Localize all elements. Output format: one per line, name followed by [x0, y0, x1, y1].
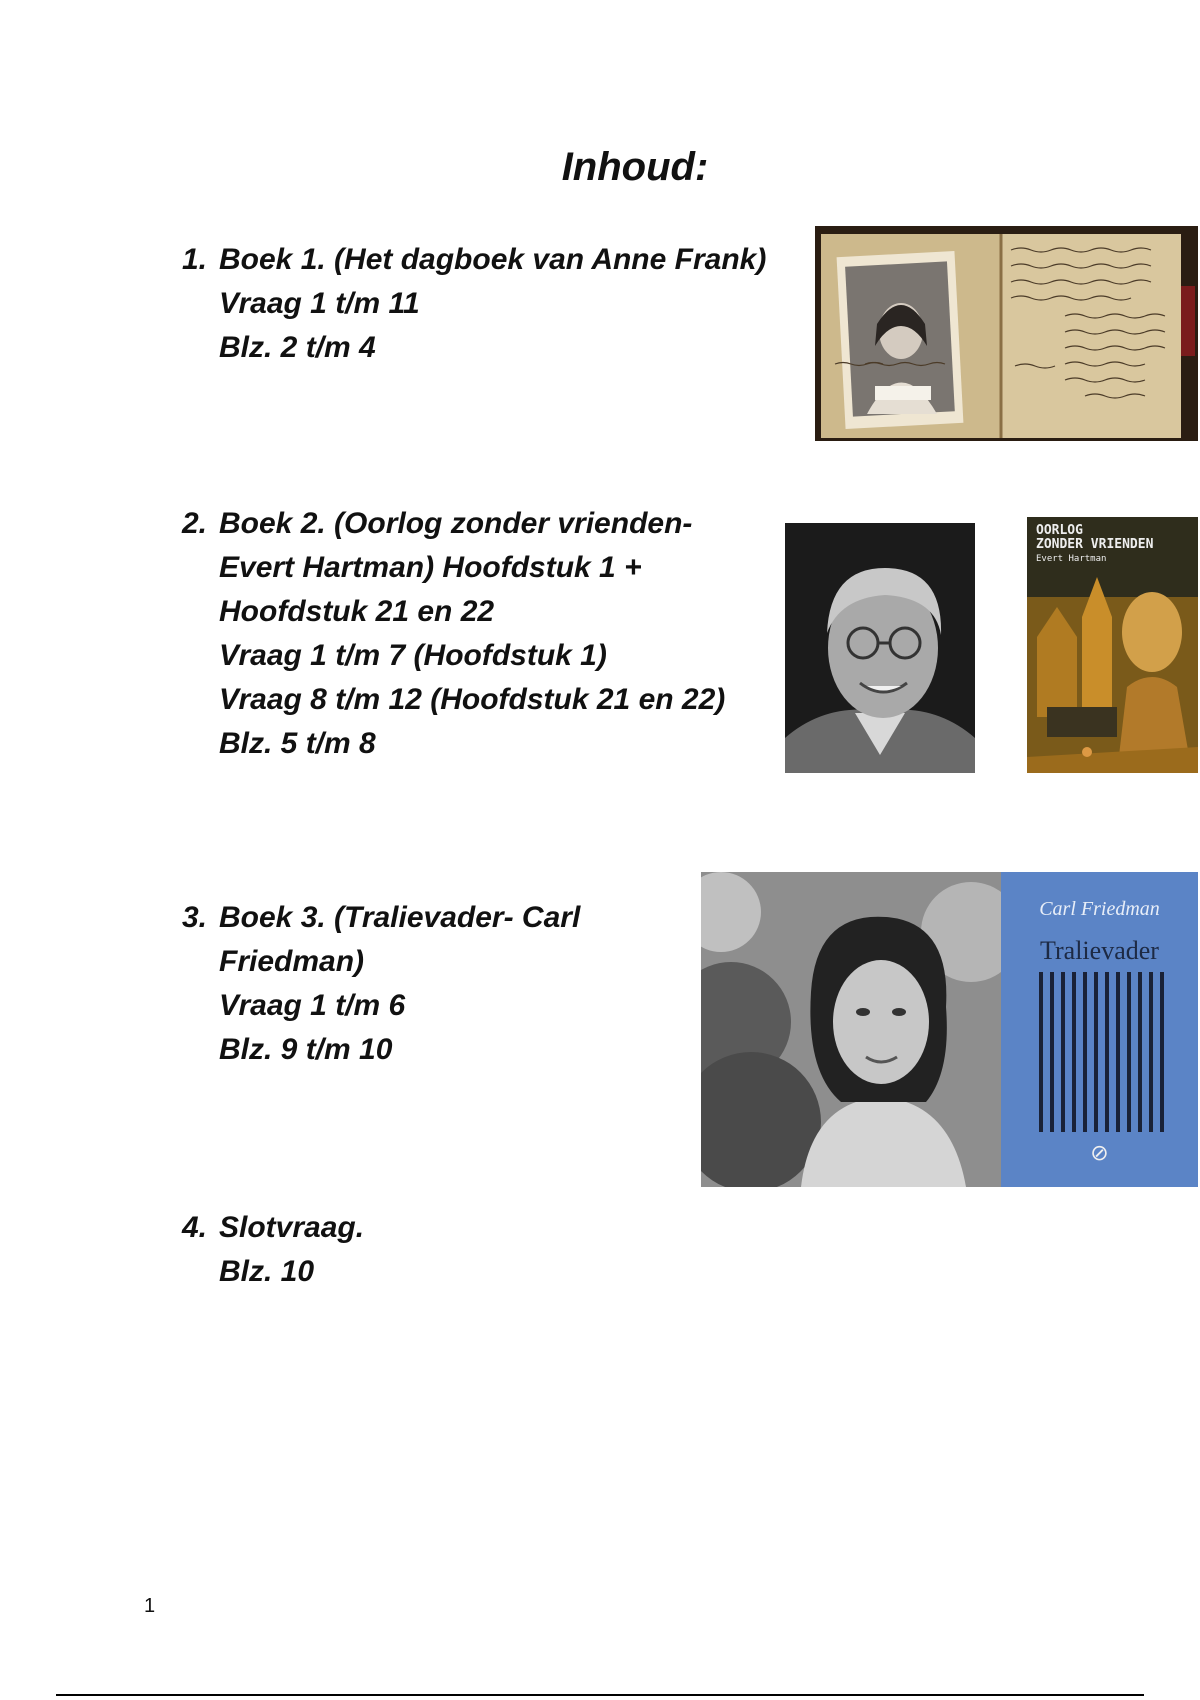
book-cover-oorlog-zonder-vrienden [1027, 517, 1198, 773]
entry-questions: Vraag 8 t/m 12 (Hoofdstuk 21 en 22) [219, 683, 726, 716]
cover-title-line-2: ZONDER VRIENDEN [1036, 537, 1154, 552]
entry-title: Slotvraag. [219, 1211, 365, 1244]
cover-author: Evert Hartman [1036, 554, 1107, 564]
entry-pages: Blz. 5 t/m 8 [219, 727, 376, 760]
cover-title-line-1: OORLOG [1036, 523, 1083, 538]
publisher-logo: ⊘ [1090, 1140, 1109, 1165]
author-portrait-carl-friedman [701, 872, 1001, 1187]
page-number: 1 [144, 1595, 156, 1617]
toc-entry-1 [182, 238, 766, 370]
entry-pages: Blz. 2 t/m 4 [219, 331, 376, 364]
entry-title: Boek 2. (Oorlog zonder vrienden- [219, 507, 693, 540]
entry-number: 3. [182, 901, 208, 934]
entry-number: 4. [182, 1211, 208, 1244]
entry-number: 2. [182, 507, 208, 540]
entry-title: Boek 3. (Tralievader- Carl [219, 901, 581, 934]
toc-entry-4 [182, 1206, 364, 1294]
entry-title-continued: Friedman) [219, 945, 365, 978]
toc-entry-2 [182, 502, 725, 766]
footer-divider [56, 1694, 1144, 1696]
cover-author: Carl Friedman [1039, 898, 1160, 920]
entry-title: Boek 1. (Het dagboek van Anne Frank) [219, 243, 767, 276]
entry-questions: Vraag 1 t/m 6 [219, 989, 406, 1022]
page-title: Inhoud: [561, 145, 709, 189]
entry-number: 1. [182, 243, 208, 276]
cover-title: Tralievader [1040, 936, 1159, 965]
book-cover-tralievader [1001, 872, 1198, 1187]
author-portrait-evert-hartman [785, 523, 975, 773]
entry-questions: Vraag 1 t/m 11 [219, 287, 420, 320]
entry-pages: Blz. 9 t/m 10 [219, 1033, 393, 1066]
entry-pages: Blz. 10 [219, 1255, 315, 1288]
entry-title-continued: Hoofdstuk 21 en 22 [219, 595, 495, 628]
anne-frank-diary-image [815, 226, 1198, 441]
entry-questions: Vraag 1 t/m 7 (Hoofdstuk 1) [219, 639, 607, 672]
toc-entry-3 [182, 896, 580, 1072]
entry-title-continued: Evert Hartman) Hoofdstuk 1 + [219, 551, 642, 584]
